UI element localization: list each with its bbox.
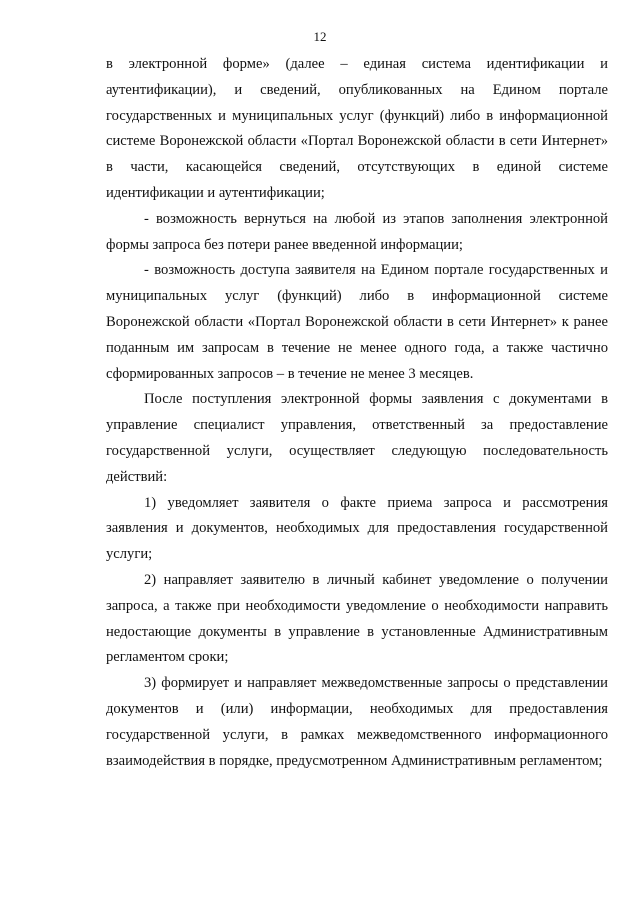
- document-body: [106, 52, 608, 774]
- page-number: 12: [313, 29, 327, 44]
- paragraph-bullet-return: - возможность вернуться на любой из этапов заполнения электронной формы запроса без потери ранее введенной информации;: [106, 210, 608, 253]
- paragraph-continuation: в электронной форме» (далее – единая система идентификации и аутентификации), и сведений, опубликованных на Едином портале государственных и муниципальных услуг (функций) либо в информационной системе Воронежской области «Портал Воронежской области в сети Интернет» в части, касающейся сведений, отсутствующих в единой системе идентификации и аутентификации;: [106, 56, 608, 201]
- paragraph-step-3: 3) формирует и направляет межведомственные запросы о представлении документов и (или) информации, необходимых для предоставления государственной услуги, в рамках межведомственного информационного взаимодействия в порядке, предусмотренном Административным регламентом;: [106, 675, 608, 769]
- paragraph-bullet-access: - возможность доступа заявителя на Едином портале государственных и муниципальных услуг (функций) либо в информационной системе Воронежской области «Портал Воронежской области в сети Интернет» к ранее поданным им запросам в течение не менее одного года, а также частично сформированных запросов – в течение не менее 3 месяцев.: [106, 262, 608, 382]
- paragraph-step-1: 1) уведомляет заявителя о факте приема запроса и рассмотрения заявления и документов, необходимых для предоставления государственной услуги;: [106, 494, 608, 563]
- paragraph-step-2: 2) направляет заявителю в личный кабинет уведомление о получении запроса, а также при необходимости уведомление о необходимости направить недостающие документы в управление в установленные Административным регламентом сроки;: [106, 571, 608, 666]
- paragraph-after-receipt: После поступления электронной формы заявления с документами в управление специалист управления, ответственный за предоставление государственной услуги, осуществляет следующую последовательность действий:: [106, 391, 608, 485]
